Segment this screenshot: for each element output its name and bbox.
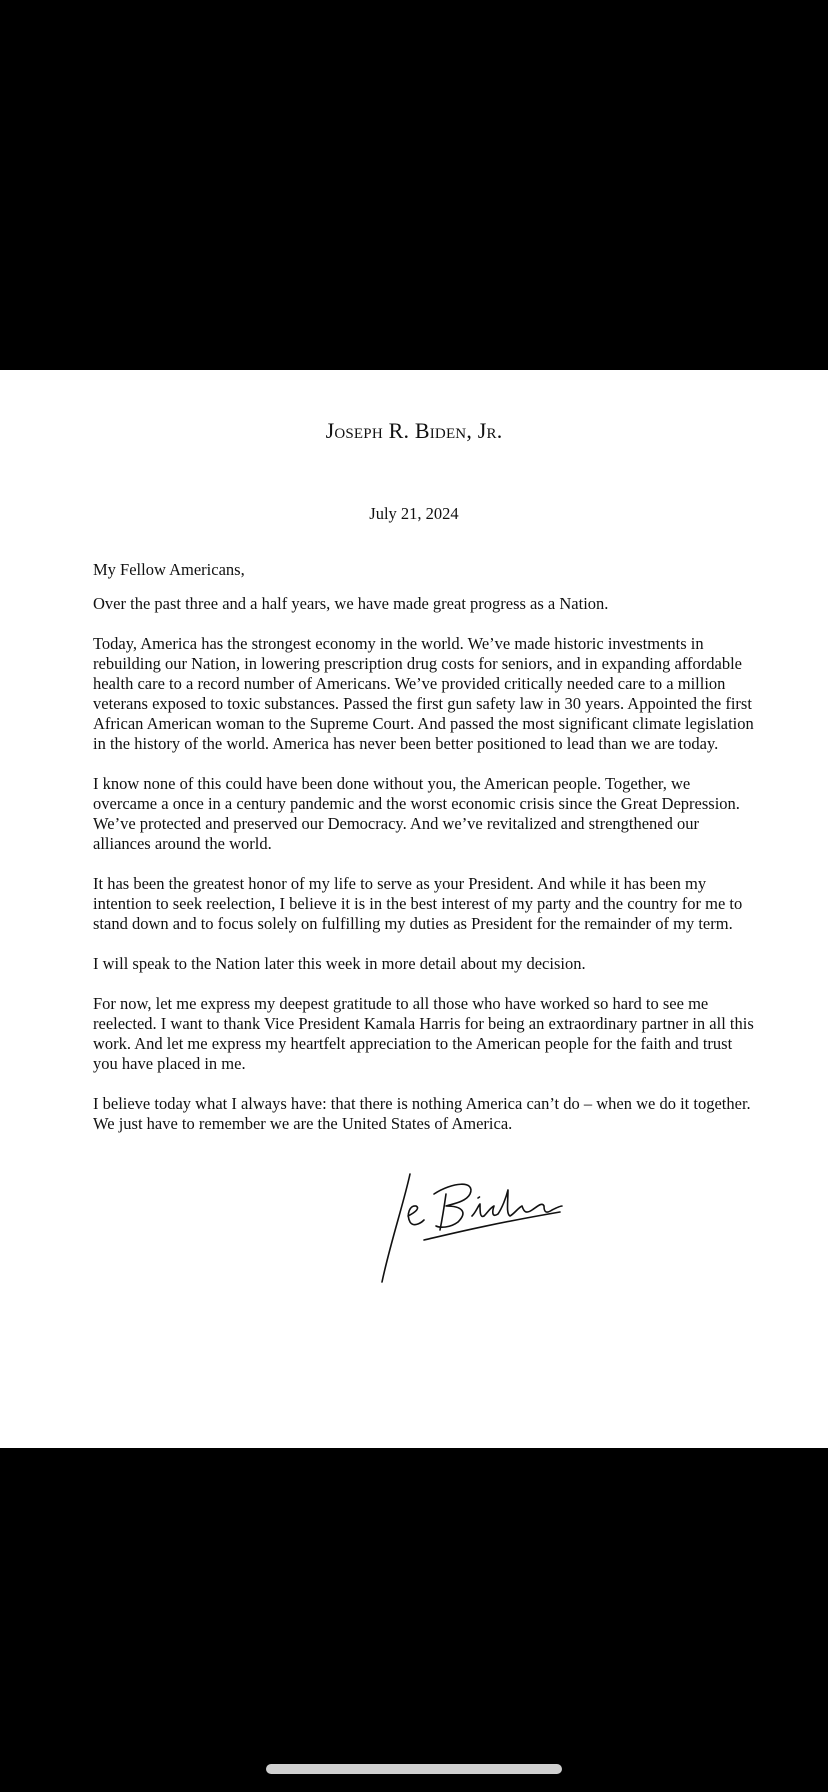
paragraph-1: Over the past three and a half years, we have made great progress as a Nation.	[93, 594, 609, 613]
letter-body	[93, 560, 755, 1154]
paragraph-7: I believe today what I always have: that there is nothing America can’t do – when we do it together. We just have to remember we are the United States of America.	[93, 1094, 751, 1133]
signature	[380, 1172, 600, 1288]
paragraph-4: It has been the greatest honor of my life to serve as your President. And while it has been my intention to seek reelection, I believe it is in the best interest of my party and the country for me to stand down and to focus solely on fulfilling my duties as President for the remainder of my term.	[93, 874, 743, 933]
paragraph-3: I know none of this could have been done without you, the American people. Together, we overcame a once in a century pandemic and the worst economic crisis since the Great Depression. We’ve protected and preserved our Democracy. And we’ve revitalized and strengthened our alliances around the world.	[93, 774, 740, 853]
letter-date: July 21, 2024	[369, 504, 459, 523]
letterhead: Joseph R. Biden, Jr.	[325, 418, 503, 443]
letter-page	[0, 370, 828, 1448]
paragraph-2: Today, America has the strongest economy in the world. We’ve made historic investments in rebuilding our Nation, in lowering prescription drug costs for seniors, and in expanding affordable health care to a record number of Americans. We’ve provided critically needed care to a million veterans exposed to toxic substances. Passed the first gun safety law in 30 years. Appointed the first African American woman to the Supreme Court. And passed the most significant climate legislation in the history of the world. America has never been better positioned to lead than we are today.	[93, 634, 754, 753]
home-indicator[interactable]	[266, 1764, 562, 1774]
salutation: My Fellow Americans,	[93, 560, 245, 579]
paragraph-5: I will speak to the Nation later this week in more detail about my decision.	[93, 954, 586, 973]
paragraph-6: For now, let me express my deepest gratitude to all those who have worked so hard to see me reelected. I want to thank Vice President Kamala Harris for being an extraordinary partner in all this work. And let me express my heartfelt appreciation to the American people for the faith and trust you have placed in me.	[93, 994, 754, 1073]
